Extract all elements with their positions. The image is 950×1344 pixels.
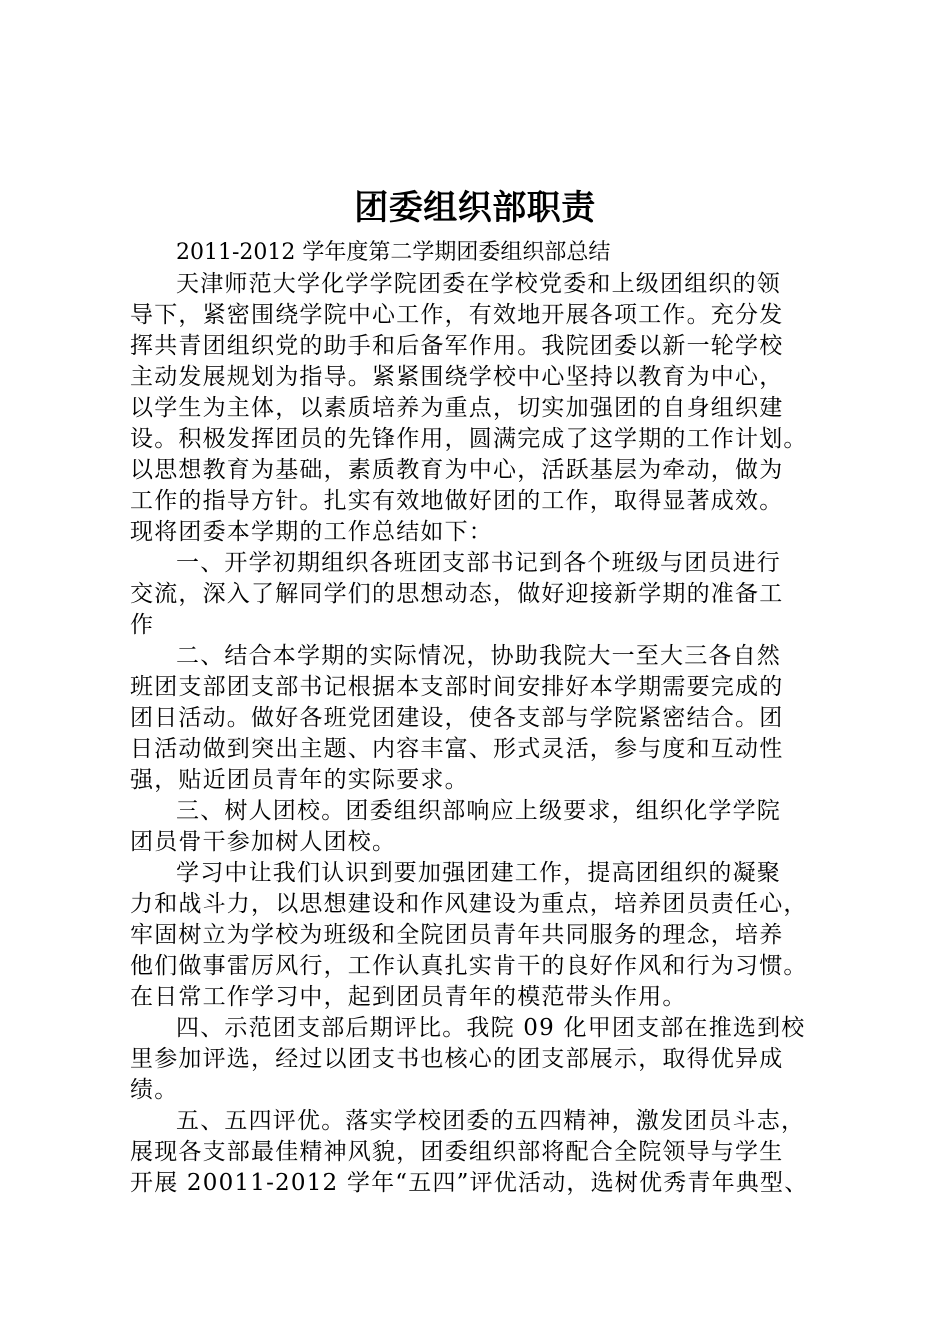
body-line: 五、五四评优。落实学校团委的五四精神，激发团员斗志， [176, 1108, 806, 1134]
document-title: 团委组织部职责 [354, 188, 596, 228]
body-line: 主动发展规划为指导。紧紧围绕学校中心坚持以教育为中心， [130, 364, 784, 390]
body-line: 作 [130, 612, 155, 638]
body-line: 天津师范大学化学学院团委在学校党委和上级团组织的领 [176, 271, 781, 297]
body-line: 班团支部团支部书记根据本支部时间安排好本学期需要完成的 [130, 674, 784, 700]
body-line: 他们做事雷厉风行，工作认真扎实肯干的良好作风和行为习惯。 [130, 953, 808, 979]
body-line: 团员骨干参加树人团校。 [130, 829, 397, 855]
body-line: 设。积极发挥团员的先锋作用，圆满完成了这学期的工作计划。 [130, 426, 808, 452]
body-line: 学习中让我们认识到要加强团建工作，提高团组织的凝聚 [176, 860, 781, 886]
body-line: 强，贴近团员青年的实际要求。 [130, 767, 469, 793]
body-line: 工作的指导方针。扎实有效地做好团的工作，取得显著成效。 [130, 488, 784, 514]
body-line: 交流，深入了解同学们的思想动态，做好迎接新学期的准备工 [130, 581, 784, 607]
body-line: 绩。 [130, 1077, 179, 1103]
body-line: 四、示范团支部后期评比。我院 09 化甲团支部在推选到校 [176, 1015, 806, 1041]
body-line: 牢固树立为学校为班级和全院团员青年共同服务的理念，培养 [130, 922, 784, 948]
body-line: 一、开学初期组织各班团支部书记到各个班级与团员进行 [176, 550, 781, 576]
body-line: 三、树人团校。团委组织部响应上级要求，组织化学学院 [176, 798, 781, 824]
document-subtitle: 2011-2012 学年度第二学期团委组织部总结 [176, 240, 611, 265]
body-line: 日活动做到突出主题、内容丰富、形式灵活，参与度和互动性 [130, 736, 784, 762]
body-line: 以思想教育为基础，素质教育为中心，活跃基层为牵动，做为 [130, 457, 784, 483]
body-line: 挥共青团组织党的助手和后备军作用。我院团委以新一轮学校 [130, 333, 784, 359]
body-line: 二、结合本学期的实际情况，协助我院大一至大三各自然 [176, 643, 781, 669]
body-line: 展现各支部最佳精神风貌，团委组织部将配合全院领导与学生 [130, 1139, 784, 1165]
body-line: 在日常工作学习中，起到团员青年的模范带头作用。 [130, 984, 687, 1010]
body-line: 导下，紧密围绕学院中心工作，有效地开展各项工作。充分发 [130, 302, 784, 328]
body-line: 力和战斗力，以思想建设和作风建设为重点，培养团员责任心， [130, 891, 808, 917]
body-line: 现将团委本学期的工作总结如下： [130, 519, 493, 545]
body-line: 以学生为主体，以素质培养为重点，切实加强团的自身组织建 [130, 395, 784, 421]
body-line: 团日活动。做好各班党团建设，使各支部与学院紧密结合。团 [130, 705, 784, 731]
body-line: 开展 20011-2012 学年“五四”评优活动，选树优秀青年典型、 [130, 1170, 809, 1196]
body-line: 里参加评选，经过以团支书也核心的团支部展示，取得优异成 [130, 1046, 784, 1072]
